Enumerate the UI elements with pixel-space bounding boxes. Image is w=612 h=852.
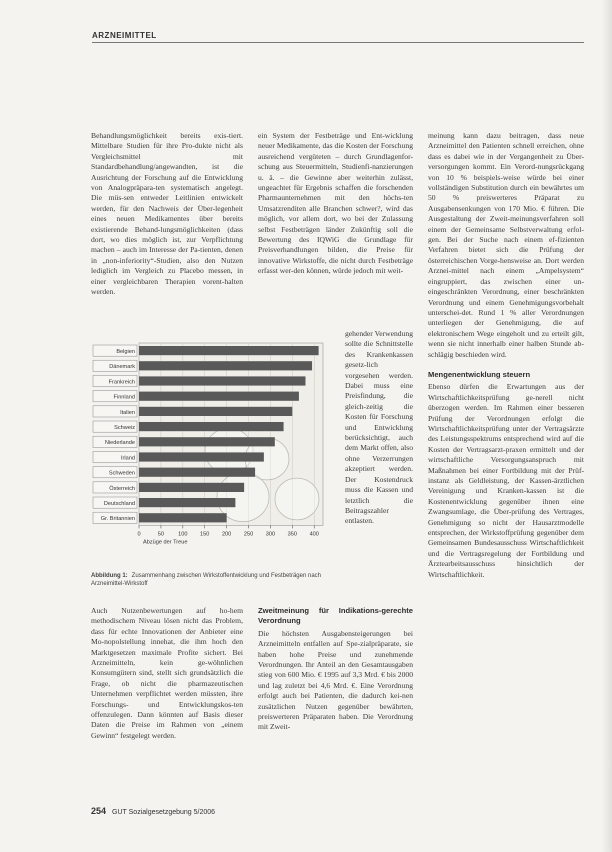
figure-caption	[91, 572, 331, 588]
page-edge-shadow	[602, 0, 612, 852]
running-header	[92, 22, 584, 43]
x-tick-label: 350	[287, 531, 298, 538]
category-label: Italien	[120, 409, 135, 416]
paragraph: gehender Verwendung sollte die Schnittstelle des Krankenkassen gesetz-lich vorgesehen werden. Dabei muss eine Preisfindung, die gleich-zeitig die Kosten für Forschung und Entwicklung berücksichtigt, auch dem Markt offen, also ohne Verzerrungen akzeptiert werden. Der Kostendruck muss die Kassen und letztlich die Beitragszahler entlasten.	[345, 329, 413, 526]
body-column-2-lower	[258, 606, 413, 733]
x-tick-label: 100	[178, 531, 188, 538]
body-column-2-upper	[258, 131, 413, 277]
paragraph: Die höchsten Ausgabensteigerungen bei Arzneimitteln entfallen auf Spe-zialpräparate, sie haben hohe Preise und zunehmende Verordnungen. Ihr Anteil an den Gesamtausgaben stieg von 600 Mio. € 1995 auf 3,3 Mrd. € bis 2000 und lag zuletzt bei 4,6 Mrd. €. Eine Verordnung erfolgt auch bei Patienten, die dadurch kei-nen zusätzlichen Nutzen gegenüber bewährten, preiswerteren Präparaten haben. Die Verordnung mit Zweit-	[258, 628, 413, 732]
bar	[139, 437, 275, 446]
journal-name: GUT Sozialgesetzgebung 5/2006	[112, 809, 216, 816]
paragraph: meinung kann dazu beitragen, dass neue Arzneimittel den Patienten schnell erreichen, ohne dass es dabei wie in der Vergangenheit zu Über-versorgungen kommt. Ein Verord-nungsrückgang von 10 % beispiels-weise würde bei einer vollständigen Substitution durch ein bewährtes um 50 % preiswerteres Präparat zu Ausgabensenkungen von 170 Mio. € führen. Die Ausgestaltung der Zweit-meinungsverfahren soll einem der Gemeinsame Selbstverwaltung erfol-gen. Bei der Suche nach einem ef-fizienten Verfahren bietet sich die Prüfung der österreichischen Vorge-hensweise an. Dort werden Arznei-mittel nach einem „Ampelsystem“ eingruppiert, das zwischen einer un-eingeschränkten Verordnung, einer beschränkten Verordnung und einem Genehmigungsvorbehalt unterschei-det. Rund 1 % aller Verordnungen unterliegen der Genehmigung, die auf elektronischem Wege eingeholt und zu erteilt gilt, wenn sie nicht innerhalb einer halben Stunde ab-schlägig beschieden wird.	[428, 131, 584, 359]
bar	[139, 346, 319, 355]
body-column-3	[428, 131, 584, 580]
category-label: Österreich	[109, 485, 135, 492]
category-label: Frankreich	[108, 379, 135, 386]
bar	[139, 468, 255, 477]
bar-chart	[91, 339, 331, 571]
page-number: 254	[91, 806, 107, 816]
section-heading: Mengenentwicklung steuern	[428, 369, 531, 379]
x-axis-label: Abzüge der Treue	[143, 539, 188, 546]
x-tick-label: 200	[221, 531, 232, 538]
x-tick-label: 300	[265, 531, 276, 538]
body-column-2-narrow	[345, 329, 413, 527]
section-heading: Zweitmeinung für Indikations-gerechte Verordnung	[258, 606, 413, 626]
bar	[139, 392, 299, 401]
paragraph: Auch Nutzenbewertungen auf ho-hem methodischem Niveau lösen nicht das Problem, dass für echte Innovationen der Anbieter eine Mo-nopolstellung innehat, die ihm hoch den Marktgesetzen maximale Profite sichert. Bei Arzneimitteln, kein ge-wöhnlichen Konsumgütern sind, stellt sich grundsätzlich die Frage, ob nicht die pharmazeutischen Unternehmen verpflichtet werden müssten, ihre Forschungs- und Entwicklungskos-ten offenzulegen. Dann könnten auf Basis dieser Daten die Preise im Rahmen von „einem Gewinn“ festgelegt werden.	[91, 606, 243, 740]
x-tick-label: 400	[309, 531, 319, 538]
caption-label: Abbildung 1:	[91, 573, 128, 579]
paragraph: ein System der Festbeträge und Ent-wicklung neuer Medikamente, das die Kosten der Forschung ausreichend vergüteten – durch Grundlagenfor-schung aus Steuermitteln, Studienfi-nanzierungen u. ä. – die Gewinne aber weiterhin zulässt, ungeachtet für Ergebnis schaffen die forschenden Pharmaunternehmen mit den höchs-ten Umsatzrenditen alle Branchen schwer?, wird das möglich, vor allem dort, wo bei der Zulassung selbst Festbeträgen länder Zukünftig soll die Bewertung des IQWiG die Grundlage für Preisverhandlungen bilden, die Preise für innovative Wirkstoffe, die nicht durch Festbeträge erfasst wer-den können, würde jedoch mit weit-	[258, 131, 413, 276]
x-tick-label: 0	[137, 531, 141, 538]
paragraph: Behandlungsmöglichkeit bereits exis-tiert. Mittelbare Studien für ihre Pro-dukte nicht als Vergleichsmittel mit Standardbehandlung/angewandten, ist die Ausrichtung der Forschung auf die Entwicklung von Analogpräpara-ten systematisch angelegt. Die müs-sen entweder Leitlinien entwickelt werden, für den Nachweis der Über-legenheit eines neuen Medikamentes über bereits existierende Behand-lungsmöglichkeiten (dass dort, wo dies möglich ist, zur Verpflichtung machen – auch im Interesse der Pa-tienten, denen in „non-inferiority“-Studien, also den Nutzen lediglich im Vergleich zu Placebo messen, in einer vergleichbaren Therapien vorent-halten werden.	[91, 131, 243, 297]
bar	[139, 483, 244, 492]
category-label: Belgien	[116, 349, 135, 355]
category-label: Irland	[121, 455, 135, 462]
coin-illustration	[275, 478, 319, 520]
category-label: Schweden	[108, 470, 135, 477]
bar	[139, 498, 235, 507]
category-label: Deutschland	[103, 501, 135, 507]
x-tick-label: 250	[243, 531, 254, 538]
section-label: ARZNEIMITTEL	[92, 31, 157, 40]
category-label: Dänemark	[109, 364, 135, 371]
bar	[139, 422, 284, 431]
coin-illustration	[205, 428, 253, 474]
page-footer	[91, 806, 215, 816]
category-label: Schweiz	[114, 425, 135, 431]
bar	[139, 513, 227, 522]
caption-text: Zusammenhang zwischen Wirkstoffentwicklung und Festbeträgen nach Arzneimittel-Wirkstoff	[91, 573, 321, 587]
bar	[139, 361, 312, 370]
x-tick-label: 50	[157, 531, 165, 538]
category-label: Gr. Britannien	[100, 516, 135, 523]
bar	[139, 407, 292, 416]
body-column-1-upper	[91, 131, 243, 298]
category-label: Finnland	[113, 394, 135, 401]
bar	[139, 376, 305, 385]
category-label: Niederlande	[104, 440, 135, 447]
paragraph: Ebenso dürfen die Erwartungen aus der Wirtschaftlichkeitsprüfung ge-nerell nicht überzogen werden. Im Rahmen einer besseren Prüfung der Verordnungen erfolgt die Wirtschaftlichkeitsprüfung unter der Vertragsärzte des Leistungsspektrums entsprechend wird auf die Kosten der Vertragsarzt-praxen ermittelt und der wirtschaftliche Versorgungsanspruch mit Maßnahmen bei einer Fortbildung mit der Prüf-instanz als Geldleistung, der Kassen-ärztlichen Vereinigung und Kranken-kassen ist die Kostenentwicklung gegenüber ihnen eine Zwangsumlage, die Über-prüfung des Vertrages, Genehmigung so nicht der Hausarztmodelle entsprechen, der Wirkstoffprüfung gegenüber dem Gemeinsamen Bundesausschuss Wirtschaftlichkeit und die Vertragsregelung der Fortbildung und Ärztearbeitsausschuss hinsichtlich der Wirtschaftlichkeit.	[428, 382, 584, 579]
figure-bar-chart	[91, 339, 331, 577]
x-tick-label: 150	[200, 531, 210, 538]
bar	[139, 452, 264, 461]
body-column-1-lower	[91, 606, 243, 741]
